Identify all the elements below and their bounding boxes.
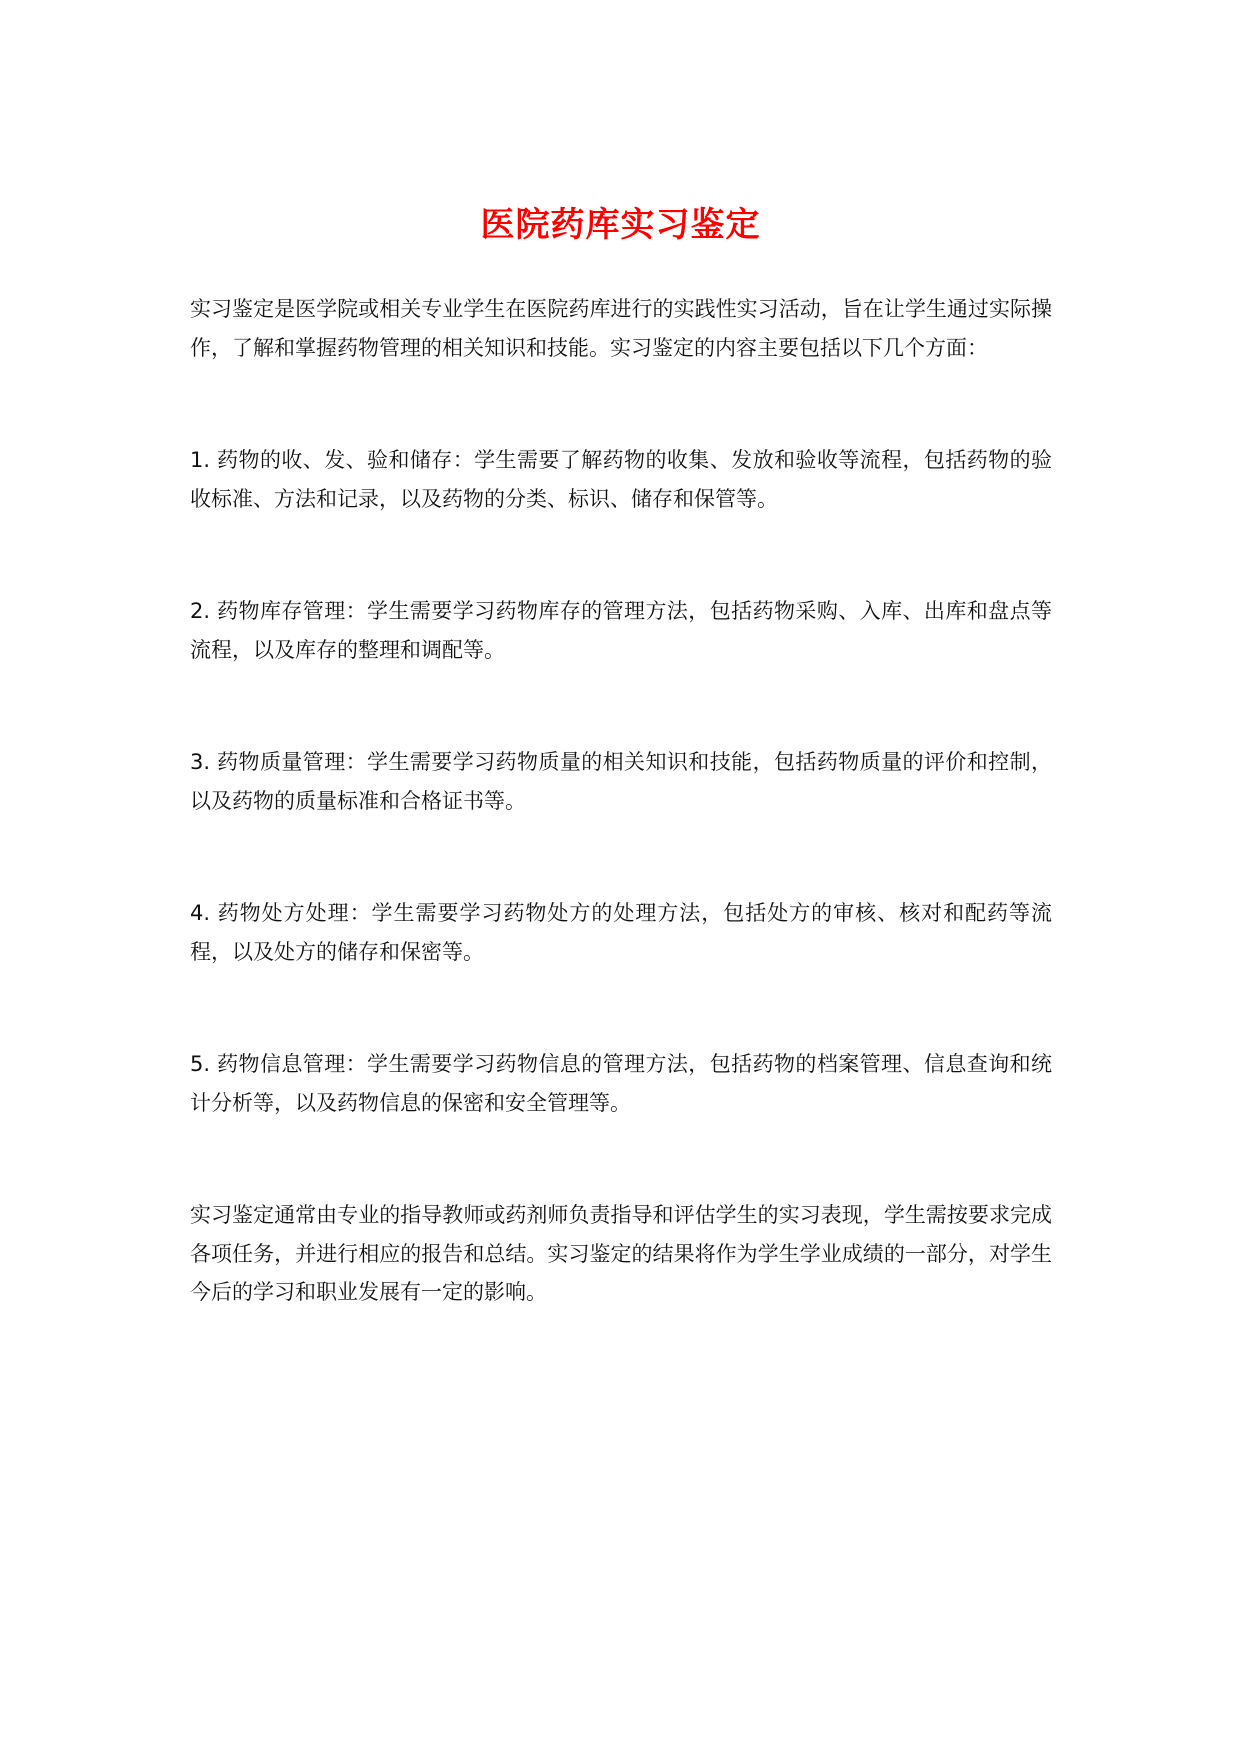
list-item-1: 1. 药物的收、发、验和储存：学生需要了解药物的收集、发放和验收等流程，包括药物的验收标准、方法和记录，以及药物的分类、标识、储存和保管等。 — [190, 448, 1052, 511]
document-title: 医院药库实习鉴定 — [480, 204, 761, 245]
list-item-4: 4. 药物处方处理：学生需要学习药物处方的处理方法，包括处方的审核、核对和配药等流程，以及处方的储存和保密等。 — [190, 901, 1052, 964]
list-item-2: 2. 药物库存管理：学生需要学习药物库存的管理方法，包括药物采购、入库、出库和盘点等流程，以及库存的整理和调配等。 — [190, 599, 1052, 662]
list-item-5: 5. 药物信息管理：学生需要学习药物信息的管理方法，包括药物的档案管理、信息查询和统计分析等，以及药物信息的保密和安全管理等。 — [190, 1052, 1052, 1115]
intro-paragraph: 实习鉴定是医学院或相关专业学生在医院药库进行的实践性实习活动，旨在让学生通过实际操作，了解和掌握药物管理的相关知识和技能。实习鉴定的内容主要包括以下几个方面： — [190, 297, 1052, 360]
conclusion-paragraph: 实习鉴定通常由专业的指导教师或药剂师负责指导和评估学生的实习表现，学生需按要求完成各项任务，并进行相应的报告和总结。实习鉴定的结果将作为学生学业成绩的一部分，对学生今后的学习和职业发展有一定的影响。 — [190, 1203, 1052, 1304]
document-body — [190, 290, 1052, 1386]
list-item-3: 3. 药物质量管理：学生需要学习药物质量的相关知识和技能，包括药物质量的评价和控制，以及药物的质量标准和合格证书等。 — [190, 750, 1052, 813]
